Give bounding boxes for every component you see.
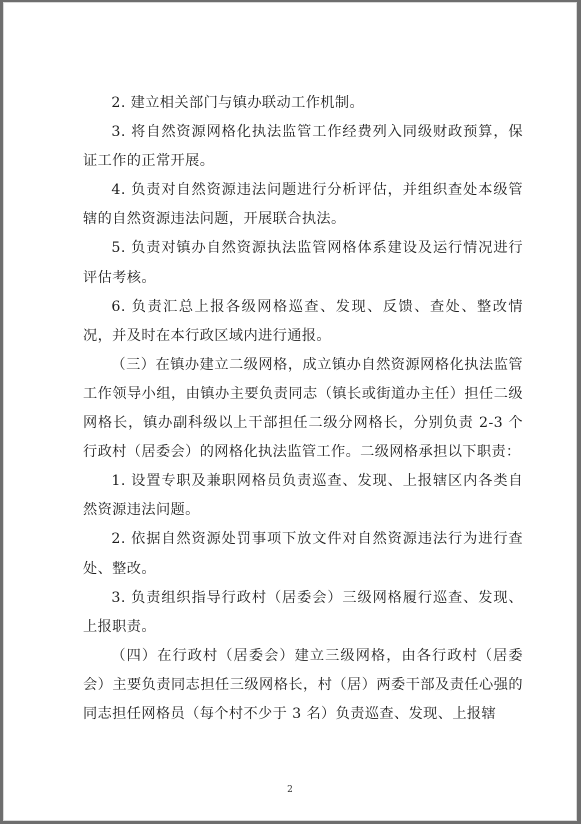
paragraph-second-level-duty-1: 1. 设置专职及兼职网格员负责巡查、发现、上报辖区内各类自然资源违法问题。 [83,473,523,519]
paragraph-duty-5: 5. 负责对镇办自然资源执法监管网格体系建设及运行情况进行评估考核。 [83,240,523,286]
paragraph-second-level-duty-3: 3. 负责组织指导行政村（居委会）三级网格履行巡查、发现、上报职责。 [83,589,523,635]
paragraph-duty-4: 4. 负责对自然资源违法问题进行分析评估，并组织查处本级管辖的自然资源违法问题，开展联合执法。 [83,182,523,228]
page-number: 2 [287,785,293,795]
paragraph-duty-3: 3. 将自然资源网格化执法监管工作经费列入同级财政预算，保证工作的正常开展。 [83,124,523,170]
document-page [3,2,577,821]
paragraph-section-3: （三）在镇办建立二级网格，成立镇办自然资源网格化执法监管工作领导小组，由镇办主要负责同志（镇长或街道办主任）担任二级网格长，镇办副科级以上干部担任二级分网格长，分别负责 2-3 个行政村（居委会）的网格化执法监管工作。二级网格承担以下职责： [83,356,523,461]
paragraph-second-level-duty-2: 2. 依据自然资源处罚事项下放文件对自然资源违法行为进行查处、整改。 [83,531,523,577]
paragraph-duty-6: 6. 负责汇总上报各级网格巡查、发现、反馈、查处、整改情况，并及时在本行政区域内进行通报。 [83,298,523,344]
document-body [83,89,523,729]
paragraph-section-4: （四）在行政村（居委会）建立三级网格，由各行政村（居委会）主要负责同志担任三级网格长，村（居）两委干部及责任心强的同志担任网格员（每个村不少于 3 名）负责巡查、发现、上报辖 [83,647,523,722]
paragraph-duty-2: 2. 建立相关部门与镇办联动工作机制。 [111,95,365,111]
